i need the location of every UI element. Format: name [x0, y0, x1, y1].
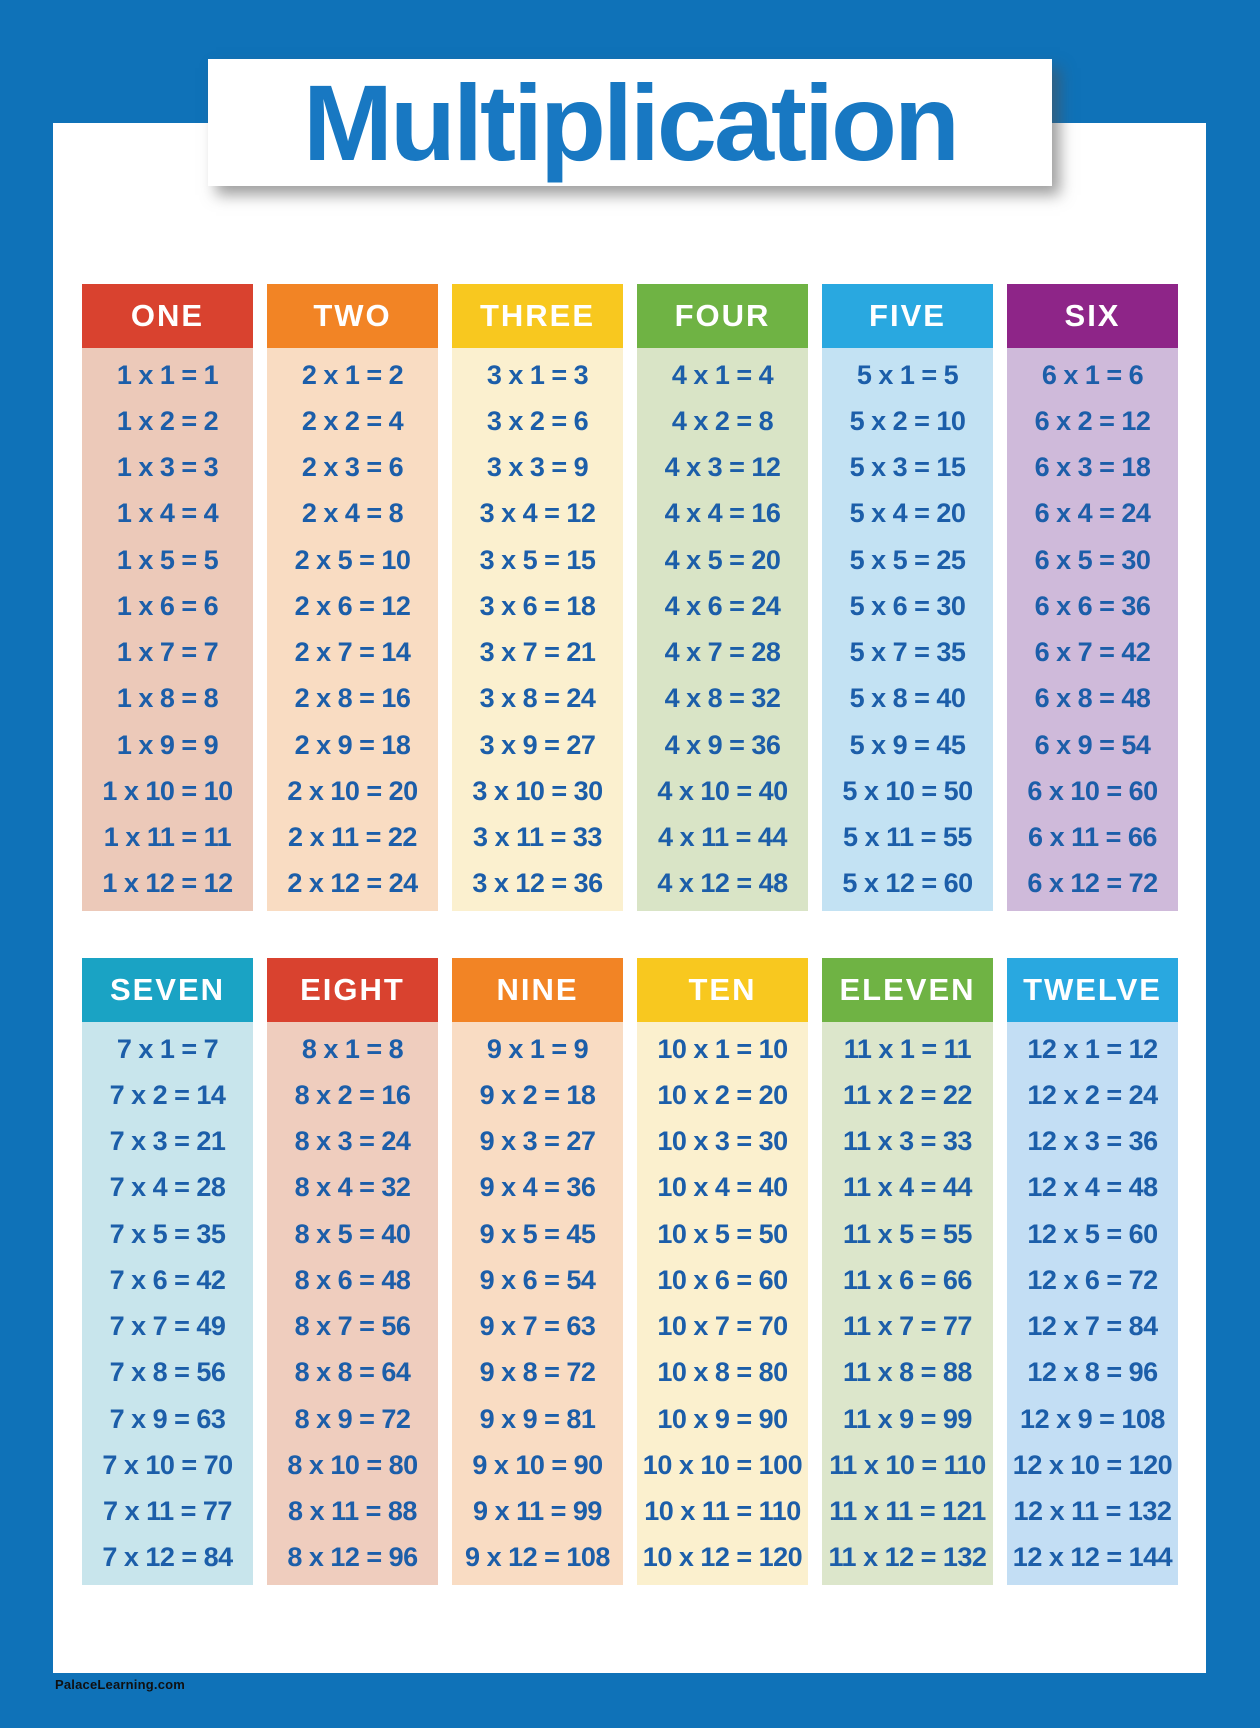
- table-header: EIGHT: [267, 958, 438, 1022]
- fact-row: 11 x 3 = 33: [843, 1126, 972, 1157]
- fact-row: 7 x 9 = 63: [109, 1403, 226, 1434]
- fact-row: 2 x 12 = 24: [287, 868, 418, 899]
- fact-row: 11 x 8 = 88: [843, 1357, 972, 1388]
- fact-row: 1 x 9 = 9: [116, 729, 219, 760]
- fact-row: 5 x 5 = 25: [849, 544, 966, 575]
- multiplication-table-column: [452, 284, 623, 911]
- fact-row: 3 x 11 = 33: [473, 822, 602, 853]
- table-header: SIX: [1007, 284, 1178, 348]
- fact-row: 6 x 8 = 48: [1034, 683, 1151, 714]
- fact-row: 3 x 3 = 9: [486, 452, 589, 483]
- fact-row: 4 x 3 = 12: [664, 452, 781, 483]
- fact-row: 10 x 9 = 90: [657, 1403, 788, 1434]
- fact-row: 2 x 10 = 20: [287, 775, 418, 806]
- fact-row: 2 x 6 = 12: [294, 590, 411, 621]
- fact-row: 3 x 4 = 12: [479, 498, 596, 529]
- fact-row: 8 x 9 = 72: [294, 1403, 411, 1434]
- multiplication-table-column: [822, 958, 993, 1585]
- fact-row: 12 x 2 = 24: [1027, 1079, 1158, 1110]
- fact-row: 12 x 3 = 36: [1027, 1126, 1158, 1157]
- table-body: [267, 1022, 438, 1585]
- footer-website-text: PalaceLearning.com: [55, 1677, 186, 1692]
- fact-row: 5 x 10 = 50: [842, 775, 973, 806]
- table-header: TWO: [267, 284, 438, 348]
- fact-row: 10 x 3 = 30: [657, 1126, 788, 1157]
- fact-row: 1 x 8 = 8: [116, 683, 219, 714]
- fact-row: 10 x 12 = 120: [642, 1542, 803, 1573]
- multiplication-table-column: [637, 958, 808, 1585]
- table-body: [637, 1022, 808, 1585]
- fact-row: 3 x 9 = 27: [479, 729, 596, 760]
- table-header: FIVE: [822, 284, 993, 348]
- fact-row: 1 x 2 = 2: [116, 405, 219, 436]
- fact-row: 8 x 2 = 16: [294, 1079, 411, 1110]
- fact-row: 12 x 1 = 12: [1027, 1033, 1158, 1064]
- fact-row: 12 x 4 = 48: [1027, 1172, 1158, 1203]
- fact-row: 8 x 11 = 88: [288, 1496, 417, 1527]
- fact-row: 8 x 12 = 96: [287, 1542, 418, 1573]
- fact-row: 7 x 5 = 35: [109, 1218, 226, 1249]
- fact-row: 4 x 7 = 28: [664, 637, 781, 668]
- fact-row: 7 x 7 = 49: [109, 1311, 226, 1342]
- fact-row: 10 x 6 = 60: [657, 1264, 788, 1295]
- fact-row: 9 x 6 = 54: [479, 1264, 596, 1295]
- fact-row: 4 x 2 = 8: [671, 405, 774, 436]
- fact-row: 11 x 11 = 121: [829, 1496, 986, 1527]
- fact-row: 1 x 11 = 11: [103, 822, 232, 853]
- fact-row: 3 x 8 = 24: [479, 683, 596, 714]
- table-body: [82, 1022, 253, 1585]
- fact-row: 4 x 10 = 40: [657, 775, 788, 806]
- fact-row: 6 x 10 = 60: [1027, 775, 1158, 806]
- fact-row: 7 x 6 = 42: [109, 1264, 226, 1295]
- fact-row: 12 x 12 = 144: [1012, 1542, 1173, 1573]
- table-body: [452, 348, 623, 911]
- poster-title: Multiplication: [303, 61, 957, 183]
- table-header: NINE: [452, 958, 623, 1022]
- fact-row: 7 x 11 = 77: [103, 1496, 232, 1527]
- fact-row: 12 x 8 = 96: [1027, 1357, 1158, 1388]
- fact-row: 12 x 10 = 120: [1012, 1449, 1173, 1480]
- table-body: [1007, 348, 1178, 911]
- fact-row: 6 x 5 = 30: [1034, 544, 1151, 575]
- fact-row: 10 x 11 = 110: [644, 1496, 801, 1527]
- fact-row: 10 x 1 = 10: [657, 1033, 788, 1064]
- fact-row: 5 x 2 = 10: [849, 405, 966, 436]
- fact-row: 1 x 6 = 6: [116, 590, 219, 621]
- table-header: SEVEN: [82, 958, 253, 1022]
- fact-row: 2 x 9 = 18: [294, 729, 411, 760]
- fact-row: 11 x 6 = 66: [843, 1264, 972, 1295]
- fact-row: 11 x 1 = 11: [843, 1033, 972, 1064]
- fact-row: 2 x 4 = 8: [301, 498, 404, 529]
- fact-row: 11 x 7 = 77: [843, 1311, 972, 1342]
- fact-row: 2 x 7 = 14: [294, 637, 411, 668]
- table-header: TWELVE: [1007, 958, 1178, 1022]
- fact-row: 11 x 5 = 55: [843, 1218, 972, 1249]
- fact-row: 12 x 5 = 60: [1027, 1218, 1158, 1249]
- fact-row: 8 x 5 = 40: [294, 1218, 411, 1249]
- fact-row: 9 x 2 = 18: [479, 1079, 596, 1110]
- fact-row: 5 x 1 = 5: [856, 359, 959, 390]
- fact-row: 6 x 7 = 42: [1034, 637, 1151, 668]
- table-header: THREE: [452, 284, 623, 348]
- fact-row: 8 x 8 = 64: [294, 1357, 411, 1388]
- fact-row: 7 x 2 = 14: [109, 1079, 226, 1110]
- multiplication-table-column: [637, 284, 808, 911]
- fact-row: 3 x 5 = 15: [479, 544, 596, 575]
- fact-row: 10 x 5 = 50: [657, 1218, 788, 1249]
- fact-row: 2 x 8 = 16: [294, 683, 411, 714]
- fact-row: 3 x 1 = 3: [486, 359, 589, 390]
- fact-row: 10 x 10 = 100: [642, 1449, 803, 1480]
- fact-row: 7 x 12 = 84: [102, 1542, 233, 1573]
- fact-row: 5 x 11 = 55: [843, 822, 972, 853]
- fact-row: 4 x 4 = 16: [664, 498, 781, 529]
- fact-row: 3 x 12 = 36: [472, 868, 603, 899]
- fact-row: 11 x 10 = 110: [829, 1449, 986, 1480]
- fact-row: 3 x 7 = 21: [479, 637, 596, 668]
- fact-row: 5 x 7 = 35: [849, 637, 966, 668]
- fact-row: 9 x 10 = 90: [472, 1449, 603, 1480]
- multiplication-table-column: [267, 958, 438, 1585]
- table-body: [822, 348, 993, 911]
- fact-row: 5 x 3 = 15: [849, 452, 966, 483]
- fact-row: 2 x 5 = 10: [294, 544, 411, 575]
- fact-row: 1 x 5 = 5: [116, 544, 219, 575]
- fact-row: 9 x 9 = 81: [479, 1403, 596, 1434]
- fact-row: 9 x 4 = 36: [479, 1172, 596, 1203]
- fact-row: 3 x 6 = 18: [479, 590, 596, 621]
- fact-row: 4 x 6 = 24: [664, 590, 781, 621]
- fact-row: 7 x 8 = 56: [109, 1357, 226, 1388]
- fact-row: 5 x 9 = 45: [849, 729, 966, 760]
- fact-row: 6 x 11 = 66: [1028, 822, 1157, 853]
- fact-row: 3 x 2 = 6: [486, 405, 589, 436]
- multiplication-table-column: [82, 284, 253, 911]
- fact-row: 12 x 7 = 84: [1027, 1311, 1158, 1342]
- multiplication-table-column: [1007, 284, 1178, 911]
- fact-row: 1 x 3 = 3: [116, 452, 219, 483]
- multiplication-table-column: [822, 284, 993, 911]
- fact-row: 6 x 1 = 6: [1041, 359, 1144, 390]
- fact-row: 4 x 9 = 36: [664, 729, 781, 760]
- fact-row: 5 x 12 = 60: [842, 868, 973, 899]
- fact-row: 9 x 7 = 63: [479, 1311, 596, 1342]
- fact-row: 6 x 4 = 24: [1034, 498, 1151, 529]
- fact-row: 8 x 1 = 8: [301, 1033, 404, 1064]
- fact-row: 9 x 12 = 108: [465, 1542, 610, 1573]
- fact-row: 7 x 10 = 70: [102, 1449, 233, 1480]
- table-body: [637, 348, 808, 911]
- fact-row: 3 x 10 = 30: [472, 775, 603, 806]
- fact-row: 1 x 12 = 12: [102, 868, 233, 899]
- fact-row: 1 x 10 = 10: [102, 775, 233, 806]
- fact-row: 11 x 2 = 22: [843, 1079, 972, 1110]
- fact-row: 11 x 9 = 99: [843, 1403, 972, 1434]
- fact-row: 12 x 11 = 132: [1013, 1496, 1172, 1527]
- multiplication-table-column: [1007, 958, 1178, 1585]
- multiplication-table-column: [452, 958, 623, 1585]
- fact-row: 5 x 6 = 30: [849, 590, 966, 621]
- fact-row: 11 x 12 = 132: [828, 1542, 987, 1573]
- table-header: TEN: [637, 958, 808, 1022]
- fact-row: 4 x 12 = 48: [657, 868, 788, 899]
- table-body: [452, 1022, 623, 1585]
- fact-row: 2 x 2 = 4: [301, 405, 404, 436]
- fact-row: 10 x 2 = 20: [657, 1079, 788, 1110]
- fact-row: 9 x 1 = 9: [486, 1033, 589, 1064]
- fact-row: 8 x 6 = 48: [294, 1264, 411, 1295]
- fact-row: 4 x 11 = 44: [658, 822, 787, 853]
- fact-row: 6 x 3 = 18: [1034, 452, 1151, 483]
- table-header: ONE: [82, 284, 253, 348]
- table-body: [1007, 1022, 1178, 1585]
- table-header: FOUR: [637, 284, 808, 348]
- fact-row: 5 x 8 = 40: [849, 683, 966, 714]
- fact-row: 12 x 9 = 108: [1020, 1403, 1165, 1434]
- fact-row: 1 x 4 = 4: [116, 498, 219, 529]
- multiplication-table-column: [82, 958, 253, 1585]
- table-body: [267, 348, 438, 911]
- fact-row: 9 x 8 = 72: [479, 1357, 596, 1388]
- fact-row: 8 x 3 = 24: [294, 1126, 411, 1157]
- fact-row: 8 x 7 = 56: [294, 1311, 411, 1342]
- fact-row: 9 x 11 = 99: [473, 1496, 602, 1527]
- table-header: ELEVEN: [822, 958, 993, 1022]
- fact-row: 8 x 10 = 80: [287, 1449, 418, 1480]
- fact-row: 2 x 11 = 22: [288, 822, 417, 853]
- fact-row: 11 x 4 = 44: [843, 1172, 972, 1203]
- fact-row: 4 x 5 = 20: [664, 544, 781, 575]
- fact-row: 1 x 7 = 7: [116, 637, 219, 668]
- fact-row: 4 x 1 = 4: [671, 359, 774, 390]
- fact-row: 7 x 1 = 7: [116, 1033, 219, 1064]
- fact-row: 9 x 5 = 45: [479, 1218, 596, 1249]
- fact-row: 7 x 3 = 21: [109, 1126, 226, 1157]
- fact-row: 10 x 4 = 40: [657, 1172, 788, 1203]
- fact-row: 10 x 8 = 80: [657, 1357, 788, 1388]
- fact-row: 6 x 9 = 54: [1034, 729, 1151, 760]
- fact-row: 6 x 6 = 36: [1034, 590, 1151, 621]
- fact-row: 1 x 1 = 1: [116, 359, 219, 390]
- fact-row: 6 x 2 = 12: [1034, 405, 1151, 436]
- fact-row: 12 x 6 = 72: [1027, 1264, 1158, 1295]
- fact-row: 10 x 7 = 70: [657, 1311, 788, 1342]
- table-body: [822, 1022, 993, 1585]
- fact-row: 4 x 8 = 32: [664, 683, 781, 714]
- multiplication-table-column: [267, 284, 438, 911]
- fact-row: 9 x 3 = 27: [479, 1126, 596, 1157]
- tables-group-top: [82, 284, 1178, 911]
- fact-row: 2 x 3 = 6: [301, 452, 404, 483]
- title-box: [208, 59, 1052, 186]
- tables-group-bottom: [82, 958, 1178, 1585]
- fact-row: 5 x 4 = 20: [849, 498, 966, 529]
- fact-row: 6 x 12 = 72: [1027, 868, 1158, 899]
- fact-row: 7 x 4 = 28: [109, 1172, 226, 1203]
- fact-row: 2 x 1 = 2: [301, 359, 404, 390]
- fact-row: 8 x 4 = 32: [294, 1172, 411, 1203]
- table-body: [82, 348, 253, 911]
